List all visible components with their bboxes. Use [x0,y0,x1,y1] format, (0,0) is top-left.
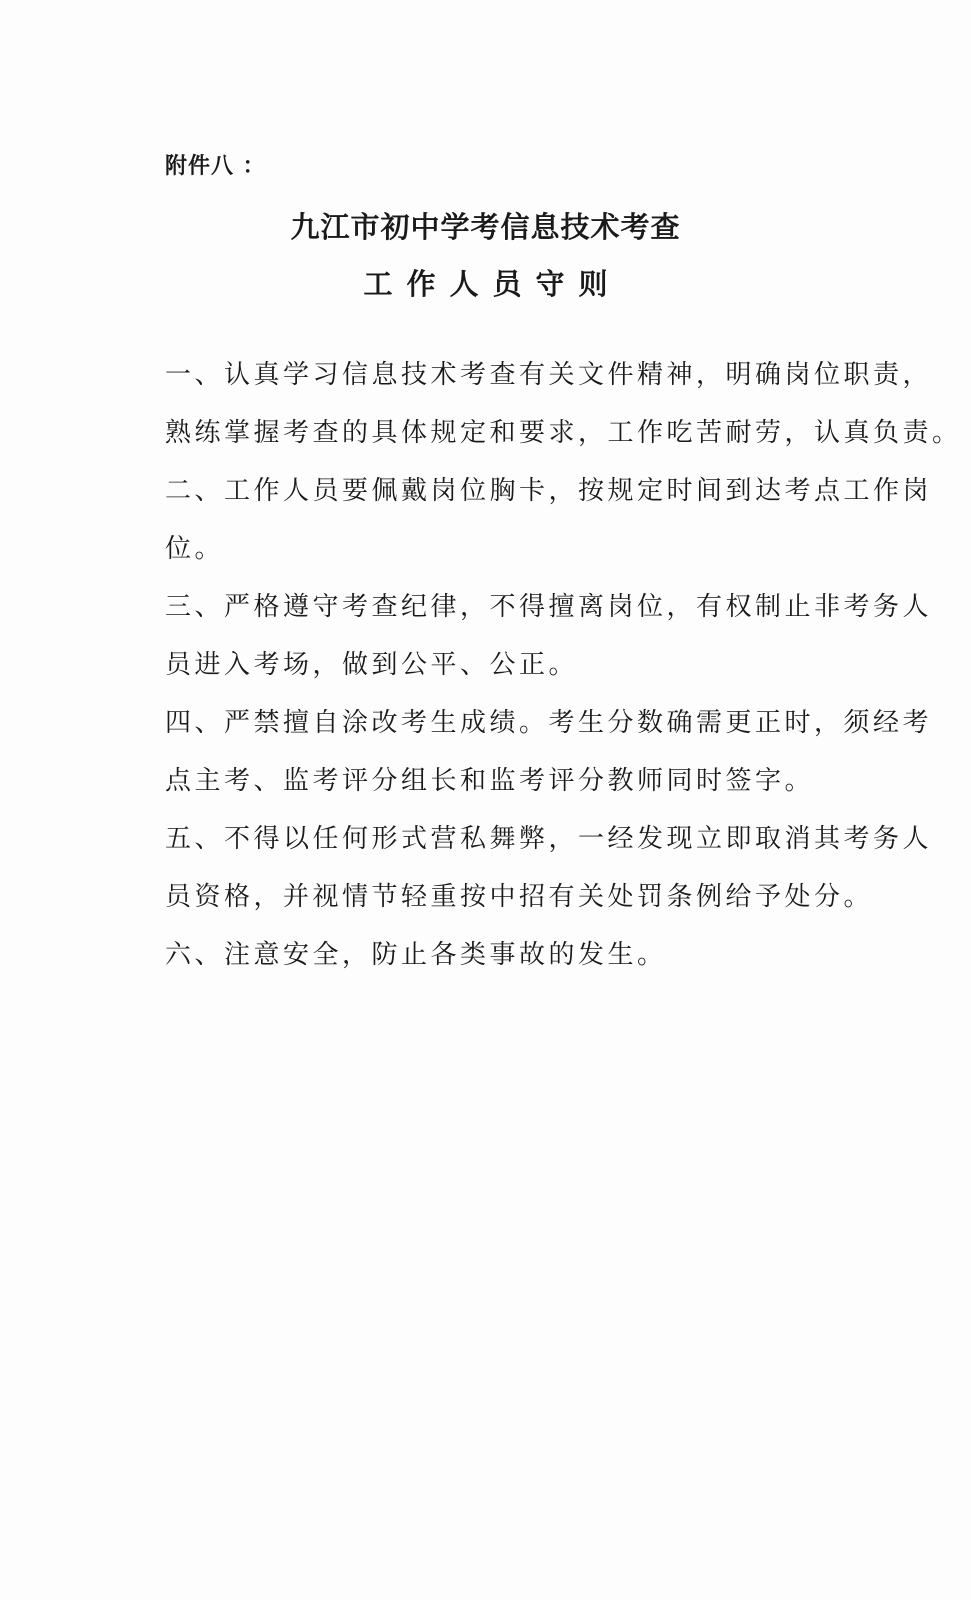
rule-6-line-1: 六、注意安全，防止各类事故的发生。 [165,940,667,970]
rule-4-line-1: 四、严禁擅自涂改考生成绩。考生分数确需更正时，须经考 [165,708,933,738]
attachment-label: 附件八 ： [165,154,266,179]
rule-3-line-1: 三、严格遵守考查纪律，不得擅离岗位，有权制止非考务人 [165,592,933,622]
rules-list [165,346,962,984]
rule-item-5 [165,810,933,926]
rule-1-line-1: 一、认真学习信息技术考查有关文件精神，明确岗位职责， [165,360,933,390]
rule-item-4 [165,694,933,810]
rule-4-line-2: 点主考、监考评分组长和监考评分教师同时签字。 [165,766,815,796]
document-title-line-1: 九江市初中学考信息技术考查 [290,210,681,244]
rule-2-line-1: 二、工作人员要佩戴岗位胸卡，按规定时间到达考点工作岗 [165,476,933,506]
rule-item-3 [165,578,933,694]
rule-item-6 [165,926,855,984]
rule-item-2 [165,462,933,578]
rule-item-1 [165,346,962,462]
rule-3-line-2: 员进入考场，做到公平、公正。 [165,650,579,680]
document-title-line-2: 工作人员守则 [363,267,622,301]
rule-5-line-2: 员资格，并视情节轻重按中招有关处罚条例给予处分。 [165,882,874,912]
rule-5-line-1: 五、不得以任何形式营私舞弊，一经发现立即取消其考务人 [165,824,933,854]
rule-2-line-2: 位。 [165,534,225,564]
rule-1-line-2: 熟练掌握考查的具体规定和要求，工作吃苦耐劳，认真负责。 [165,418,962,448]
